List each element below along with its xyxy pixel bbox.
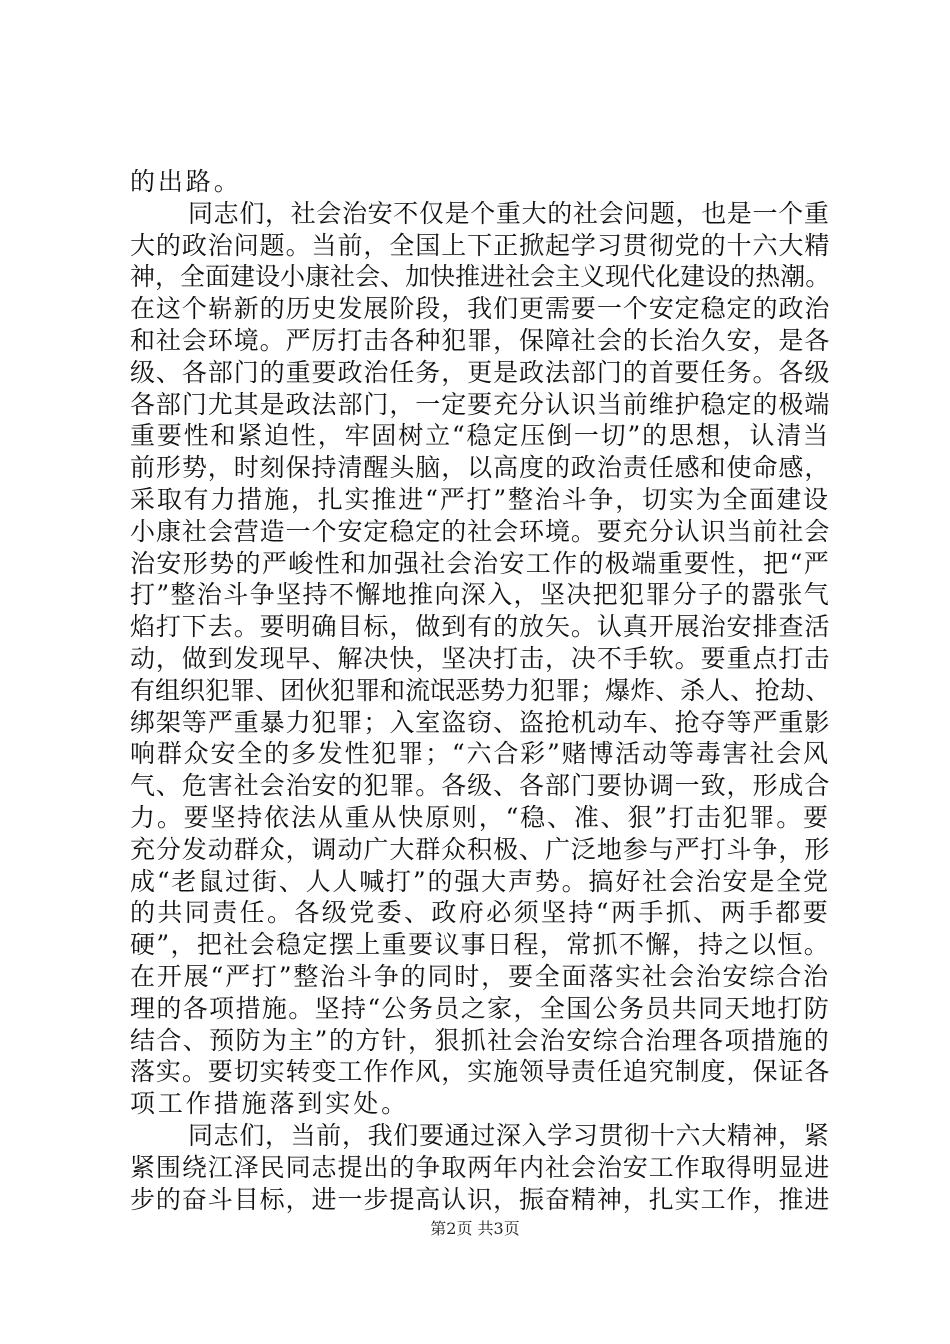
text-line: 神，全面建设小康社会、加快推进社会主义现代化建设的热潮。 [130,262,831,292]
text-line: 重要性和紧迫性，牢固树立“稳定压倒一切”的思想，认清当 [130,421,830,451]
document-body [130,166,830,1215]
text-line: 的出路。 [130,167,242,196]
text-line: 治安形势的严峻性和加强社会治安工作的极端重要性，把“严 [130,548,831,578]
text-line: 步的奋斗目标，进一步提高认识，振奋精神，扎实工作，推进 [130,1184,831,1214]
text-line: 小康社会营造一个安定稳定的社会环境。要充分认识当前社会 [130,516,831,546]
text-line: 有组织犯罪、团伙犯罪和流氓恶势力犯罪；爆炸、杀人、抢劫、 [130,675,831,705]
text-line: 大的政治问题。当前，全国上下正掀起学习贯彻党的十六大精 [130,230,831,260]
text-line: 的共同责任。各级党委、政府必须坚持“两手抓、两手都要 [130,898,831,928]
text-line: 气、危害社会治安的犯罪。各级、各部门要协调一致，形成合 [130,771,831,801]
text-line: 在这个崭新的历史发展阶段，我们更需要一个安定稳定的政治 [130,294,831,324]
text-line: 动，做到发现早、解决快，坚决打击，决不手软。要重点打击 [130,643,831,673]
page-number-footer: 第2页 共3页 [430,1219,520,1238]
text-line: 项工作措施落到实处。 [130,1089,410,1119]
text-line: 各部门尤其是政法部门，一定要充分认识当前维护稳定的极端 [130,389,831,419]
text-line: 在开展“严打”整治斗争的同时，要全面落实社会治安综合治 [130,961,830,991]
text-line: 和社会环境。严厉打击各种犯罪，保障社会的长治久安，是各 [130,325,831,355]
text-line: 绑架等严重暴力犯罪；入室盗窃、盗抢机动车、抢夺等严重影 [130,707,831,737]
text-line: 前形势，时刻保持清醒头脑，以高度的政治责任感和使命感， [130,453,831,483]
text-line: 理的各项措施。坚持“公务员之家，全国公务员共同天地打防 [130,993,831,1023]
text-line: 同志们，社会治安不仅是个重大的社会问题，也是一个重 [188,198,830,228]
text-line: 力。要坚持依法从重从快原则，“稳、准、狠”打击犯罪。要 [130,802,830,832]
text-line: 打”整治斗争坚持不懈地推向深入，坚决把犯罪分子的嚣张气 [130,580,831,610]
text-line: 紧围绕江泽民同志提出的争取两年内社会治安工作取得明显进 [130,1152,831,1182]
text-line: 同志们，当前，我们要通过深入学习贯彻十六大精神，紧 [188,1120,830,1150]
text-line: 落实。要切实转变工作作风，实施领导责任追究制度，保证各 [130,1057,831,1087]
text-line: 响群众安全的多发性犯罪；“六合彩”赌博活动等毒害社会风 [130,739,830,769]
text-line: 采取有力措施，扎实推进“严打”整治斗争，切实为全面建设 [130,484,830,514]
text-line: 充分发动群众，调动广大群众积极、广泛地参与严打斗争，形 [130,834,831,864]
text-line: 结合、预防为主”的方针，狠抓社会治安综合治理各项措施的 [130,1025,831,1055]
text-line: 焰打下去。要明确目标，做到有的放矢。认真开展治安排查活 [130,612,831,642]
text-line: 成“老鼠过街、人人喊打”的强大声势。搞好社会治安是全党 [130,866,830,896]
text-line: 硬”，把社会稳定摆上重要议事日程，常抓不懈，持之以恒。 [130,930,831,960]
text-line: 级、各部门的重要政治任务，更是政法部门的首要任务。各级 [130,357,831,387]
